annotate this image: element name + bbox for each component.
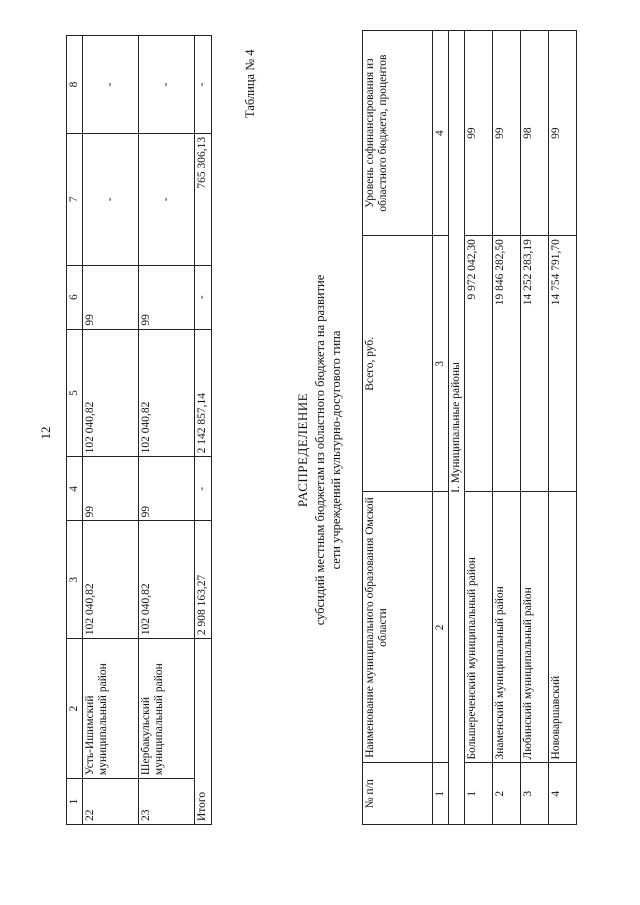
table-label: Таблица № 4 [243, 49, 257, 118]
row-index: 1 [465, 763, 493, 825]
cell-value: 99 [493, 31, 521, 236]
total-value: - [195, 265, 212, 329]
total-row [195, 36, 212, 825]
district-name: Нововаршавский [549, 492, 577, 763]
col-number: 4 [67, 457, 83, 521]
cell-value: 102 040,82 [83, 329, 139, 457]
column-header-row [363, 31, 433, 825]
cell-value: 19 846 282,50 [493, 236, 521, 492]
district-name: Знаменский муниципальный район [493, 492, 521, 763]
total-label: Итого [195, 639, 212, 825]
cell-value: 102 040,82 [139, 521, 195, 639]
district-name: Шербакульский муниципальный район [139, 639, 195, 779]
heading-line: субсидий местным бюджетам из областного бюджета на развитие [312, 274, 327, 626]
cell-value: 99 [139, 457, 195, 521]
col-number: 3 [67, 521, 83, 639]
column-header: Наименование муниципального образования Омской области [363, 492, 433, 763]
cell-value: 99 [139, 265, 195, 329]
column-header: Уровень софинансирования из областного бюджета, процентов [363, 31, 433, 236]
row-index: 4 [549, 763, 577, 825]
cell-value: 102 040,82 [139, 329, 195, 457]
cell-value: 14 252 283,19 [521, 236, 549, 492]
table-row [139, 36, 195, 825]
row-index: 22 [83, 779, 139, 825]
table-row [465, 31, 493, 825]
column-number-row [433, 31, 449, 825]
heading-title: РАСПРЕДЕЛЕНИЕ [295, 392, 310, 508]
col-number: 7 [67, 133, 83, 265]
district-name: Любинский муниципальный район [521, 492, 549, 763]
col-number: 5 [67, 329, 83, 457]
cell-value: 99 [465, 31, 493, 236]
col-number: 2 [433, 492, 449, 763]
col-number: 8 [67, 36, 83, 134]
distribution-table [362, 30, 577, 825]
col-number: 3 [433, 236, 449, 492]
cell-value: 99 [83, 457, 139, 521]
district-name: Усть-Ишимский муниципальный район [83, 639, 139, 779]
col-number: 1 [433, 763, 449, 825]
col-number: 1 [67, 779, 83, 825]
cell-value: - [139, 133, 195, 265]
cell-value: 99 [83, 265, 139, 329]
total-value: 765 306,13 [195, 133, 212, 265]
column-header: № п/п [363, 763, 433, 825]
total-value: 2 908 163,27 [195, 521, 212, 639]
row-index: 23 [139, 779, 195, 825]
document-heading [294, 140, 345, 760]
distribution-table-wrapper [362, 30, 577, 825]
cell-value: - [139, 36, 195, 134]
table-row [549, 31, 577, 825]
cell-value: - [83, 36, 139, 134]
continuation-table-wrapper [66, 35, 212, 825]
cell-value: - [83, 133, 139, 265]
table-row [493, 31, 521, 825]
section-title: I. Муниципальные районы [449, 31, 465, 825]
page-number: 12 [38, 426, 53, 440]
cell-value: 99 [549, 31, 577, 236]
table-row [83, 36, 139, 825]
col-number: 2 [67, 639, 83, 779]
col-number: 6 [67, 265, 83, 329]
row-index: 3 [521, 763, 549, 825]
total-value: - [195, 36, 212, 134]
total-value: - [195, 457, 212, 521]
table-row [521, 31, 549, 825]
column-header: Всего, руб. [363, 236, 433, 492]
column-number-row [67, 36, 83, 825]
section-row [449, 31, 465, 825]
cell-value: 14 754 791,70 [549, 236, 577, 492]
total-value: 2 142 857,14 [195, 329, 212, 457]
heading-line: сети учреждений культурно-досугового типа [329, 330, 344, 570]
col-number: 4 [433, 31, 449, 236]
cell-value: 98 [521, 31, 549, 236]
cell-value: 102 040,82 [83, 521, 139, 639]
continuation-table [66, 35, 212, 825]
row-index: 2 [493, 763, 521, 825]
cell-value: 9 972 042,30 [465, 236, 493, 492]
district-name: Большереченский муниципальный район [465, 492, 493, 763]
